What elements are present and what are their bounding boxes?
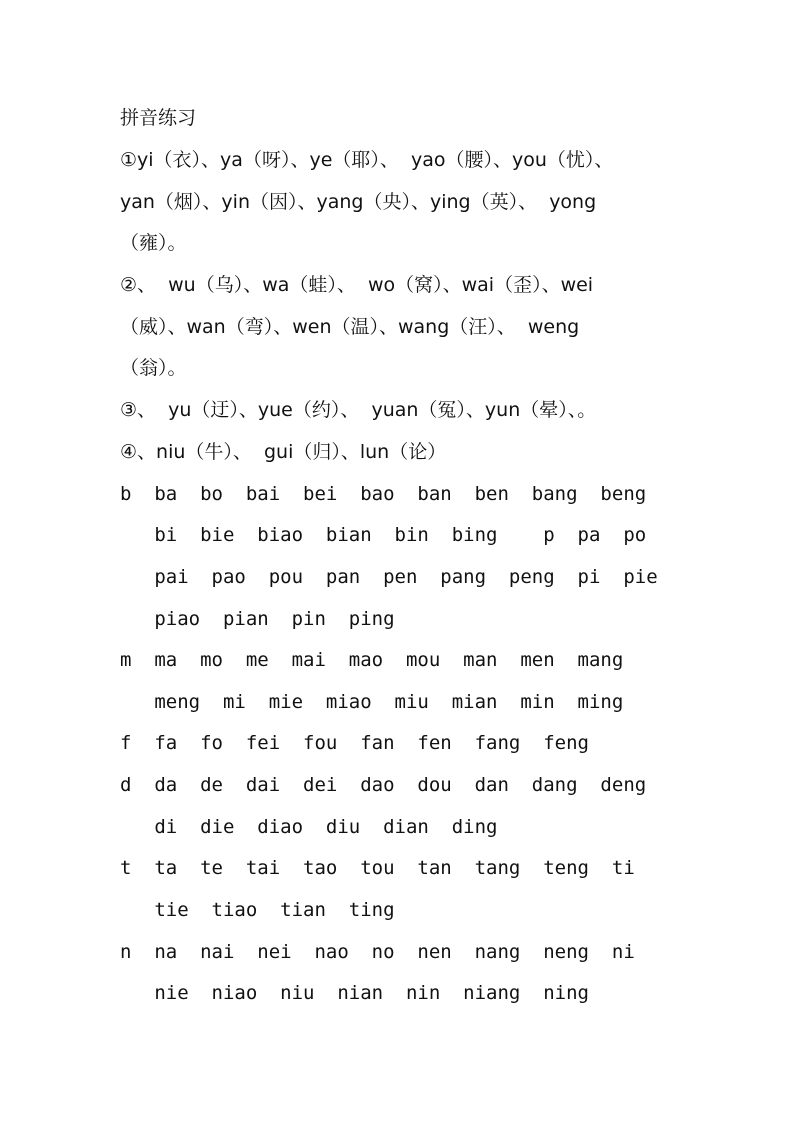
section-2-line-2: （威）、wan（弯）、wen（温）、wang（汪）、 weng xyxy=(120,316,580,338)
syllable-line-p-1: pai pao pou pan pen pang peng pi pie xyxy=(120,566,658,588)
syllable-line-f: f fa fo fei fou fan fen fang feng xyxy=(120,732,589,754)
syllable-line-d-2: di die diao diu dian ding xyxy=(120,816,498,838)
syllable-line-d-1: d da de dai dei dao dou dan dang deng xyxy=(120,774,647,796)
syllable-line-b-1: b ba bo bai bei bao ban ben bang beng xyxy=(120,483,647,505)
syllable-line-n-1: n na nai nei nao no nen nang neng ni xyxy=(120,941,635,963)
section-1-line-1: ①yi（衣）、ya（呀）、ye（耶）、 yao（腰）、you（忧）、 xyxy=(120,149,614,171)
section-1-line-2: yan（烟）、yin（因）、yang（央）、ying（英）、 yong xyxy=(120,191,597,213)
page-title: 拼音练习 xyxy=(120,107,197,129)
syllable-line-t-1: t ta te tai tao tou tan tang teng ti xyxy=(120,857,635,879)
section-4-line: ④、niu（牛）、 gui（归）、lun（论） xyxy=(120,441,447,463)
section-2-line-1: ②、 wu（乌）、wa（蛙）、 wo（窝）、wai（歪）、wei xyxy=(120,274,594,296)
syllable-line-m-2: meng mi mie miao miu mian min ming xyxy=(120,691,624,713)
section-3-line: ③、 yu（迂）、yue（约）、 yuan（冤）、yun（晕）、。 xyxy=(120,399,597,421)
section-2-line-3: （翁）。 xyxy=(120,357,187,379)
syllable-line-n-2: nie niao niu nian nin niang ning xyxy=(120,982,589,1004)
syllable-line-t-2: tie tiao tian ting xyxy=(120,899,395,921)
section-1-line-3: （雍）。 xyxy=(120,232,187,254)
syllable-line-b-2: bi bie biao bian bin bing p pa po xyxy=(120,524,647,546)
syllable-line-p-2: piao pian pin ping xyxy=(120,608,395,630)
syllable-line-m-1: m ma mo me mai mao mou man men mang xyxy=(120,649,624,671)
